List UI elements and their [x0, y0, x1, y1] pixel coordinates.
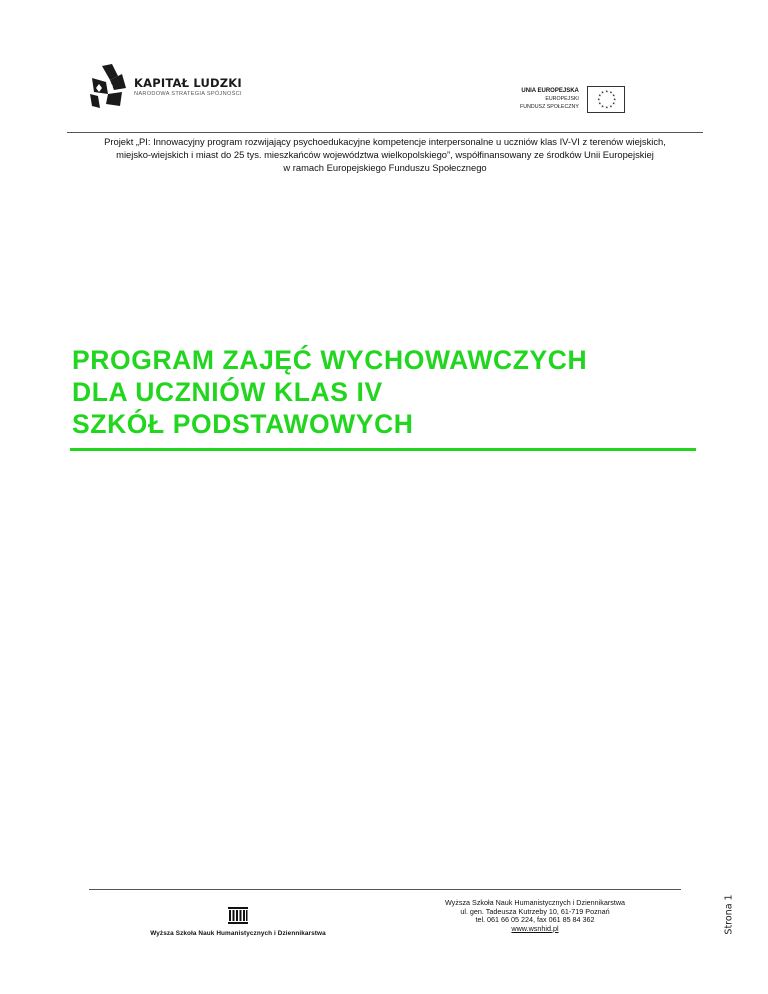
- svg-text:★: ★: [600, 103, 605, 108]
- svg-text:★: ★: [611, 93, 616, 98]
- svg-text:★: ★: [598, 100, 602, 105]
- svg-text:★: ★: [611, 100, 616, 105]
- project-line-1: Projekt „PI: Innowacyjny program rozwijający psychoedukacyjne kompetencje interpersonalne u uczniów klas IV-VI z terenów wiejskich,: [104, 136, 666, 147]
- eu-logo: [520, 84, 625, 114]
- title-line-2: DLA UCZNIÓW KLAS IV: [72, 377, 383, 407]
- svg-text:★: ★: [600, 90, 605, 95]
- header-divider: [67, 132, 703, 133]
- footer-address-line-2: ul. gen. Tadeusza Kutrzeby 10, 61-719 Poznań: [460, 906, 610, 916]
- page-number-text: Strona 1: [723, 893, 735, 935]
- kapital-ludzki-subtitle: NARODOWA STRATEGIA SPÓJNOŚCI: [134, 90, 242, 97]
- svg-text:★: ★: [598, 93, 602, 98]
- footer-divider: [89, 889, 681, 890]
- eu-logo-line2: EUROPEJSKI: [545, 96, 579, 102]
- footer-address-line-1: Wyższa Szkoła Nauk Humanistycznych i Dziennikarstwa: [444, 898, 626, 907]
- wsnhid-logo: [138, 905, 338, 937]
- svg-text:★: ★: [604, 104, 609, 109]
- kapital-ludzki-logo: [88, 62, 248, 112]
- project-line-3: w ramach Europejskiego Funduszu Społecznego: [283, 162, 487, 173]
- svg-text:★: ★: [612, 97, 617, 102]
- wsnhid-logo-name: Wyższa Szkoła Nauk Humanistycznych i Dziennikarstwa: [150, 930, 326, 937]
- building-columns-icon: [227, 905, 249, 925]
- svg-text:★: ★: [609, 103, 613, 108]
- document-title: [72, 344, 698, 440]
- eu-logo-line1: UNIA EUROPEJSKA: [521, 88, 579, 94]
- title-line-1: PROGRAM ZAJĘĆ WYCHOWAWCZYCH: [72, 345, 588, 375]
- page-number-label: [722, 884, 736, 944]
- kapital-ludzki-emblem-icon: [88, 64, 128, 110]
- eu-flag-icon: [587, 86, 625, 113]
- title-underline: [70, 448, 696, 451]
- project-description: [67, 135, 703, 174]
- project-line-2: miejsko-wiejskich i miast do 25 tys. mieszkańców województwa wielkopolskiego”, współfinansowany ze środków Unii Europejskiej: [116, 149, 654, 160]
- footer-address: [400, 899, 670, 933]
- footer-address-line-3: tel. 061 66 05 224, fax 061 85 84 362: [475, 915, 595, 924]
- kapital-ludzki-title: KAPITAŁ LUDZKI: [134, 75, 242, 90]
- website-link[interactable]: www.wsnhid.pl: [511, 923, 559, 933]
- eu-logo-line3: FUNDUSZ SPOŁECZNY: [520, 104, 579, 110]
- svg-text:★: ★: [609, 90, 613, 95]
- title-line-3: SZKÓŁ PODSTAWOWYCH: [72, 409, 414, 439]
- svg-text:★: ★: [604, 89, 609, 94]
- svg-text:★: ★: [596, 97, 601, 102]
